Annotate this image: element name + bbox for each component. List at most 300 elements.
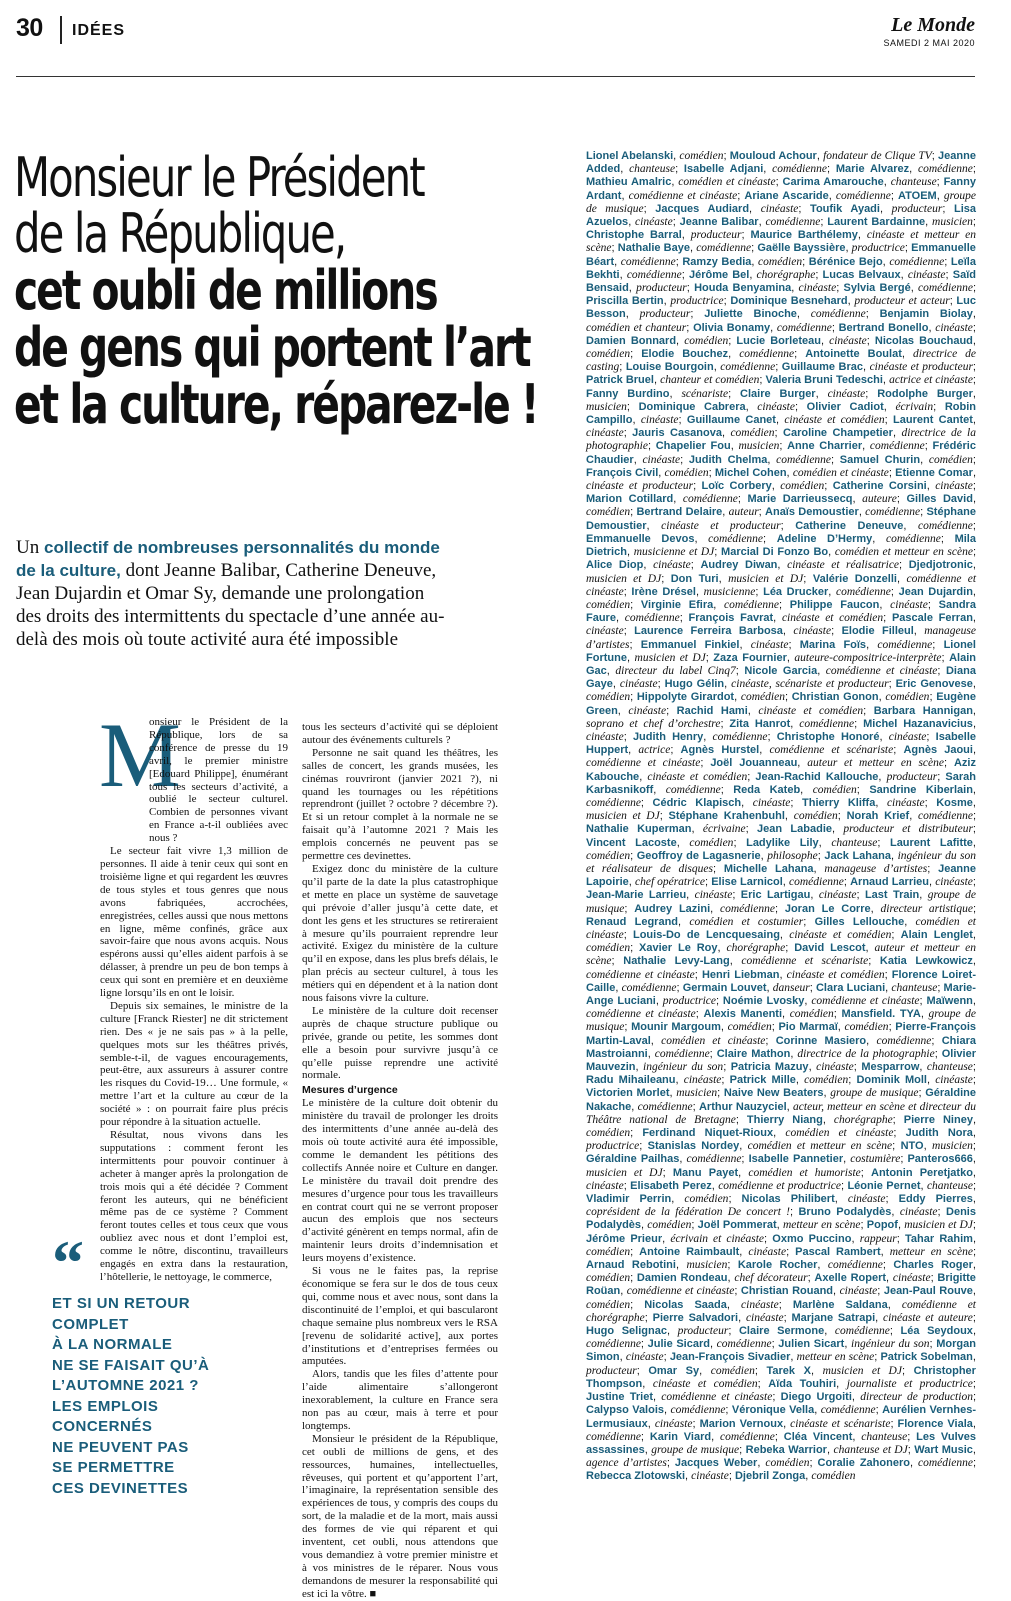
signatory-name: Cédric Klapisch [652, 796, 742, 809]
signatory-role: comédienne [708, 532, 764, 545]
signatory-name: Louise Bourgoin [625, 361, 714, 374]
signatory-role: comédienne et cinéaste [628, 189, 738, 202]
signatory-role: productrice [662, 995, 716, 1007]
signatory-role: acteur, metteur en scène et directeur du Théâtre national de Bretagne [586, 1100, 976, 1126]
signatory-name: Reda Kateb [733, 783, 801, 796]
signatory-role: comédien [812, 783, 857, 796]
signatory-name: Catherine Corsini [832, 480, 927, 493]
signatory-role: agence d’artistes [586, 1457, 667, 1470]
signatory-name: Diego Urgoiti [780, 1391, 852, 1404]
signatory-name: Germain Louvet [682, 981, 767, 994]
signatory-role: comédienne [876, 1034, 932, 1047]
signatory-name: Isabelle Pannetier [748, 1153, 844, 1166]
signatory-role: philosophe [767, 849, 818, 862]
signatory-role: comédien [586, 506, 631, 519]
signatory-name: Morgan Simon [586, 1338, 976, 1364]
signatory-role: comédienne [620, 255, 676, 268]
signatory-role: cinéaste et comédien [781, 612, 884, 625]
headline-line: de la République, [14, 202, 346, 265]
standfirst-highlight: collectif de nombreuses personnalités du monde de la culture, [16, 538, 440, 580]
signatory-name: Djebril Zonga [734, 1470, 806, 1483]
signatory-name: Rebeka Warrior [745, 1443, 827, 1456]
signatory-role: directrice de casting [586, 348, 976, 374]
signatory-name: Clara Luciani [815, 981, 886, 994]
signatory-name: Marina Foïs [799, 638, 867, 651]
signatory-name: Judith Henry [632, 730, 704, 743]
signatory-name: Renaud Legrand [586, 915, 679, 928]
signatory-name: Florence Loiret-Caille [586, 968, 976, 994]
signatory-role: comédienne [918, 282, 973, 295]
signatory-name: Oxmo Puccino [772, 1232, 852, 1245]
signatory-role: comédien [586, 1298, 631, 1311]
signatory-role: cinéaste et comédien [758, 704, 864, 717]
signatory-name: Pierre Salvadori [652, 1311, 739, 1324]
signatory-role: cinéaste [750, 638, 789, 651]
signatory-name: Djedjotronic [908, 559, 973, 572]
signatory-name: Alice Diop [586, 559, 644, 572]
signatory-name: François Favrat [688, 612, 774, 625]
signatory-name: Manu Payet [672, 1166, 739, 1179]
signatory-role: comédien [664, 466, 709, 479]
signatory-name: Alain Gac [586, 651, 977, 677]
signatory-role: ingénieur du son et réalisateur de disques [586, 849, 976, 875]
signatory-role: musicien [932, 1140, 973, 1153]
signatory-name: Arnaud Rebotini [586, 1259, 676, 1272]
signatory-role: comédien et metteur en scène [834, 546, 973, 559]
signatory-role: comédien [689, 836, 734, 849]
signatory-name: Jacques Weber [674, 1457, 758, 1470]
signatory-name: Carima Amarouche [782, 176, 884, 189]
signatory-role: musicien [676, 1087, 718, 1100]
headline [14, 146, 574, 436]
signatory-role: comédien et chanteur [586, 321, 687, 334]
signatory-role: cinéaste, scénariste et producteur [731, 678, 889, 691]
signatory-name: Naive New Beaters [723, 1087, 824, 1100]
signatory-role: chorégraphe [833, 1113, 893, 1126]
signatory-role: comédien [789, 1008, 834, 1021]
signatory-role: cinéaste et auteure [882, 1311, 973, 1324]
signatory-role: cinéaste et comédien [784, 414, 885, 427]
signatory-name: Elisabeth Perez [630, 1179, 712, 1192]
signatory-name: Arnaud Larrieu [850, 876, 930, 889]
signatory-role: comédienne [716, 1338, 772, 1351]
signatory-role: comédienne [739, 348, 795, 361]
signatory-role: comédien [647, 1219, 692, 1232]
signatory-name: Jack Lahana [824, 849, 891, 862]
signatory-name: Jérôme Bel [688, 268, 750, 281]
signatory-name: Rachid Hami [676, 704, 748, 717]
signatory-name: Mathieu Amalric [586, 176, 672, 189]
signatory-name: Nicolas Philibert [741, 1193, 835, 1206]
signatory-name: Stéphane Krahenbuhl [668, 810, 785, 823]
signatory-role: comédienne et cinéaste [626, 1285, 735, 1298]
headline-line: cet oubli de millions [14, 259, 437, 322]
pull-quote-line: CONCERNÉS [52, 1418, 153, 1435]
signatory-name: Aziz Kabouche [586, 757, 976, 783]
signatory-role: soprano et chef d’orchestre [586, 717, 721, 730]
signatory-name: Henri Liebman [701, 968, 780, 981]
signatory-role: cinéaste [635, 216, 673, 229]
signatory-role: comédien [586, 849, 631, 862]
signatory-role: auteur et metteur en scène [586, 942, 976, 968]
signatory-name: Christophe Honoré [776, 730, 880, 743]
signatory-name: Mesparrow [861, 1061, 920, 1074]
signatory-role: auteur et metteur en scène [807, 757, 944, 770]
signatory-role: musicienne et DJ [633, 546, 715, 559]
signatory-name: Tahar Rahim [905, 1232, 973, 1245]
signatory-role: comédien [684, 334, 729, 347]
signatory-name: Noémie Lvosky [722, 995, 805, 1007]
headline-line: et la culture, réparez-le ! [14, 373, 538, 436]
quote-mark-icon: “ [52, 1227, 84, 1298]
signatory-role: auteure [862, 493, 897, 506]
signatory-name: François Civil [586, 466, 659, 479]
signatory-role: producteur et distributeur [843, 823, 973, 836]
signatory-role: cinéaste [890, 598, 928, 611]
signatory-name: Mounir Margoum [631, 1021, 721, 1034]
signatory-name: Marion Cotillard [586, 493, 674, 506]
signatory-name: Lucie Borleteau [736, 334, 821, 347]
signatory-role: cinéaste [586, 625, 624, 638]
article-paragraph: tous les secteurs d’activité qui se déploient autour des événements culturels ? [302, 721, 498, 746]
signatory-name: Last Train [864, 889, 920, 902]
signatory-name: Nathalie Kuperman [586, 823, 692, 836]
signatory-name: Pio Marmaï [778, 1021, 838, 1034]
signatory-role: cinéaste [907, 268, 946, 281]
signatory-role: comédien [928, 453, 973, 466]
signatory-role: comédienne et chorégraphe [586, 1298, 976, 1324]
signatory-role: directeur de production [860, 1391, 973, 1404]
signatory-role: comédienne [670, 1404, 726, 1417]
signatory-name: Eric Lartigau [740, 889, 811, 902]
signatory-name: Caroline Champetier [783, 427, 893, 440]
signatory-role: cinéaste [839, 1285, 878, 1298]
signatory-role: comédien [727, 1021, 772, 1034]
signatory-name: Valeria Bruni Tedeschi [765, 374, 883, 387]
signatory-role: producteur [891, 202, 943, 215]
signatory-role: cinéaste [935, 876, 973, 889]
signatory-role: comédien [793, 810, 838, 823]
signatory-name: Valérie Donzelli [812, 572, 897, 585]
signatory-role: comédienne [917, 163, 973, 176]
signatory-role: comédienne et cinéaste [586, 968, 695, 981]
signatory-role: comédienne [586, 796, 641, 809]
signatory-role: cinéaste [586, 730, 624, 743]
signatory-name: Emmanuel Finkiel [640, 638, 740, 651]
signatory-role: comédien [586, 1272, 631, 1285]
headline-line: de gens qui portent l’art [14, 316, 530, 379]
signatory-role: comédienne [889, 255, 945, 268]
signatory-role: auteur [728, 506, 759, 519]
signatory-name: Zita Hanrot [729, 717, 791, 730]
signatory-role: cinéaste [892, 1272, 931, 1285]
signatory-role: cinéaste [642, 453, 681, 466]
signatory-role: musicien [686, 1259, 728, 1272]
signatory-name: Jacques Audiard [655, 202, 750, 215]
signatory-name: Elodie Bouchez [641, 348, 729, 361]
signatory-role: chanteuse et DJ [833, 1443, 908, 1456]
signatory-name: Laurence Ferreira Barbosa [634, 625, 783, 638]
signatory-role: comédienne [724, 598, 779, 611]
signatory-name: Eric Genovese [895, 678, 973, 691]
signatory-role: auteure-compositrice-interprète [794, 651, 942, 664]
article-paragraph: Si vous ne le faites pas, la reprise économique se fera sur le dos de tous ceux qui, comme nous et avec nous, sont dans la discontinuité de l’emploi, et qui bascularont chaque semaine plus nombreux vers le RSA [revenu de solidarité active], aux portes d’institutions et d’entreprises fermées ou amputées. [302, 1265, 498, 1368]
signatory-name: Bruno Podalydès [798, 1206, 892, 1219]
signatory-name: Guillaume Canet [686, 414, 776, 427]
signatory-role: comédienne et cinéaste [825, 664, 938, 677]
signatory-role: productrice [670, 295, 724, 308]
signatory-name: Isabelle Adjani [683, 163, 764, 176]
signatory-name: Joël Jouanneau [710, 757, 798, 770]
article-paragraph: Depuis six semaines, le ministre de la culture [Franck Riester] ne dit strictement rien. Des « je ne sais pas » à la pelle, quelques mots sur les théâtres privés, semble-t-il, de vagues encouragements, peut-être, aux assureurs à assurer contre les risques du Covid-19… Une formule, « mettre l’art et la culture au cœur de la société » : on pourrait faire plus précis pour répondre à la situation actuelle. [100, 999, 288, 1129]
page-header [16, 14, 975, 54]
signatory-name: Jauris Casanova [632, 427, 722, 440]
masthead-logo: Le Monde [891, 14, 975, 36]
signatory-name: Christophe Barral [586, 229, 682, 242]
signatory-role: directeur artistique [880, 902, 973, 915]
signatory-role: groupe de musique [586, 889, 976, 915]
signatory-role: chanteuse [831, 836, 878, 849]
signatory-name: Léa Drucker [763, 585, 829, 598]
signatory-name: Lionel Fortune [586, 638, 976, 664]
drop-cap: M [99, 704, 181, 806]
signatory-name: Alexis Manenti [703, 1008, 783, 1021]
signatory-name: Patrick Sobelman [880, 1351, 973, 1364]
pull-quote-line: NE PEUVENT PAS [52, 1438, 189, 1456]
signatory-role: musicien et DJ [586, 1166, 663, 1179]
signatory-role: actrice et cinéaste [889, 374, 973, 387]
signatory-name: Philippe Faucon [789, 598, 880, 611]
signatory-name: Fanny Ardant [586, 176, 976, 202]
signatory-name: Fanny Burdino [586, 387, 670, 400]
signatory-role: cinéaste [586, 1179, 624, 1192]
signatory-role: comédienne [720, 361, 776, 374]
signatory-role: comédienne [712, 730, 768, 743]
signatory-name: Brigitte Roüan [586, 1272, 976, 1298]
signatory-role: chanteur et comédien [660, 374, 760, 387]
signatory-name: Dominik Moll [856, 1074, 927, 1087]
signatory-name: Virginie Efira [640, 598, 714, 611]
signatory-role: comédienne [810, 308, 866, 321]
signatory-name: Agnès Jaoui [903, 744, 973, 757]
signatory-name: Jean Labadie [757, 823, 832, 836]
signatory-role: écrivain [895, 400, 934, 413]
signatory-name: Leïla Bekhti [586, 255, 976, 281]
signatory-name: Vladimir Perrin [586, 1193, 672, 1206]
signatory-name: Hugo Gélin [664, 678, 725, 691]
signatory-role: cinéaste et scénariste [790, 1417, 891, 1430]
signatory-name: Jeanne Added [586, 150, 976, 176]
signatory-role: cinéaste [628, 704, 667, 717]
signatory-role: producteur [690, 229, 742, 242]
signatory-name: Victorien Morlet [586, 1087, 670, 1100]
signatory-name: Michel Cohen [714, 466, 787, 479]
signatory-role: comédienne [654, 1047, 710, 1060]
signatory-name: Pascale Ferran [891, 612, 973, 625]
signatory-name: Diana Gaye [586, 664, 976, 691]
signatory-role: journaliste et productrice [846, 1377, 973, 1390]
signatory-role: comédienne [835, 585, 891, 598]
signatory-role: groupe de musique [586, 1008, 976, 1034]
signatory-role: musicien et DJ [634, 651, 706, 664]
signatory-role: productrice [586, 1140, 640, 1153]
page-number: 30 [16, 14, 43, 42]
article-paragraph: Résultat, nous vivons dans les supputations : comment feront les intermittents pour pouvoir continuer à acheter à manger après la prolongation de trois mois qui a été décidée ? Comment feront les auteurs, qui ne bénéficient même pas de ce système ? Comment feront toutes celles et tous ceux que vous oubliez avec nous et dont l’emploi est, comme le nôtre, discontinu, travailleurs engagés en extra dans la restauration, l’hôtellerie, le nettoyage, le commerce, [100, 1129, 288, 1283]
signatory-role: musicien [932, 216, 973, 229]
signatory-role: chanteuse [629, 163, 676, 176]
signatory-name: Marie Darrieussecq [747, 493, 853, 506]
signatory-role: cinéaste et comédien [647, 770, 748, 783]
signatory-name: Patrick Mille [729, 1074, 796, 1087]
article-paragraph: onsieur le Président de la République, lors de sa conférence de presse du 19 avril, le premier ministre [Edouard Philippe], énumérant tous les secteurs d’activité, a oublié le secteur culturel. Combien de personnes vivant en France a-t-il oubliées avec nous ? [149, 716, 288, 845]
signatory-name: Léa Seydoux [900, 1325, 973, 1338]
signatory-name: Zaza Fournier [713, 651, 787, 664]
signatory-name: Mouloud Achour [729, 150, 817, 162]
signatory-name: Hippolyte Girardot [636, 691, 735, 704]
signatory-role: chanteuse [926, 1179, 973, 1192]
pull-quote-line: L’AUTOMNE 2021 ? [52, 1377, 199, 1394]
signatory-role: comédien [586, 348, 631, 361]
signatory-name: Jeanne Balibar [679, 216, 759, 229]
signatory-role: cinéaste [886, 796, 925, 809]
signatory-role: metteur en scène [889, 1245, 973, 1258]
article-paragraph: Le secteur fait vivre 1,3 million de personnes. Il aide à tenir ceux qui sont en troisième ligne et qui regardent les œuvres de tous styles et tous genres que nous avons fabriquées, accrochées, enregistrées, celles aussi que nous mettons en ligne, même confinés, grâce aux savoir-faire que nous avons acquis. Nous espérons aussi qu’elles aident parfois à se délasser, à prendre un peu de bon temps à ceux qui sont en première et en deuxième ligne lorsqu’ils en ont le loisir. [100, 845, 288, 1000]
signatory-role: cinéaste et metteur en scène [586, 229, 976, 255]
headline-line: Monsieur le Président [14, 146, 424, 209]
signatory-name: Xavier Le Roy [639, 942, 718, 955]
signatory-name: Don Turi [670, 572, 719, 585]
signatory-role: chanteuse [891, 981, 938, 994]
pull-quote-line: COMPLET [52, 1315, 129, 1333]
section-label: IDÉES [72, 22, 126, 39]
signatory-name: Christian Gonon [791, 691, 879, 704]
signatory-name: Marcial Di Fonzo Bo [721, 546, 829, 559]
signatory-name: Emmanuelle Béart [586, 242, 976, 268]
signatory-role: comédien [586, 1127, 631, 1140]
signatory-name: Antoine Raimbault [639, 1245, 740, 1258]
signatory-name: Dominique Cabrera [638, 400, 746, 413]
signatory-name: Ladylike Lily [746, 836, 819, 849]
signatory-role: cinéaste [757, 400, 795, 413]
signatory-role: comédienne [719, 1430, 775, 1443]
signatory-role: musicienne [703, 585, 756, 598]
signatory-name: Axelle Ropert [814, 1272, 887, 1285]
signatory-role: comédien et cinéaste [586, 915, 976, 941]
signatory-role: comédienne [827, 1259, 883, 1272]
signatory-name: Pascal Rambert [795, 1245, 881, 1258]
article-paragraph: Personne ne sait quand les théâtres, les salles de concert, les grands musées, les cinémas rouvriront (janvier 2021 ?), ni quand les tournages ou les répétitions reprendront (juillet ? octobre ? décembre ?). Et si un retour complet à la normale ne se faisait qu’à l’automne 2021 ? Mais les emplois concernés ne peuvent pas se permettre ces devinettes. [302, 746, 498, 863]
signatory-name: Justine Triet [586, 1391, 653, 1404]
signatory-role: comédienne [869, 440, 925, 453]
pull-quote-line: NE SE FAISAIT QU’À [52, 1356, 210, 1374]
signatory-name: Anne Charrier [787, 440, 863, 453]
signatory-name: Guillaume Brac [781, 361, 863, 374]
signatory-role: cinéaste et réalisatrice [787, 559, 900, 572]
signatory-role: cinéaste [818, 889, 857, 902]
signatory-role: manageuse d’artistes [586, 625, 976, 651]
signatory-name: Ramzy Bedia [682, 255, 752, 268]
pull-quote [52, 1227, 252, 1499]
signatory-role: comédienne [626, 268, 682, 281]
signatory-name: Radu Mihaileanu [586, 1074, 676, 1087]
signatory-role: musicien et DJ [586, 810, 660, 823]
signatory-role: comédienne [865, 506, 921, 519]
signatory-role: cinéaste [654, 1417, 693, 1430]
signatory-name: Christopher Thompson [586, 1364, 976, 1390]
signatory-name: Karole Rocher [737, 1259, 818, 1272]
signatories-list: Lionel Abelanski, comédien; Mouloud Achour, fondateur de Clique TV; Jeanne Added, chanteuse; Isabelle Adjani, comédienne; Marie Alvarez, comédienne; Mathieu Amalric, comédien et cinéaste; Carima Amarouche, chanteuse; Fanny Ardant, comédienne et cinéaste; Ariane Ascaride, comédienne; ATOEM, groupe de musique; Jacques Audiard, cinéaste; Toufik Ayadi, producteur; Lisa Azuelos, cinéaste; Jeanne Balibar, comédienne; Laurent Bardainne, musicien; Christophe Barral, producteur; Maurice Barthélemy, cinéaste et metteur en scène; Nathalie Baye, comédienne; Gaëlle Bayssière, productrice; Emmanuelle Béart, comédienne; Ramzy Bedia, comédien; Bérénice Bejo, comédienne; Leïla Bekhti, comédienne; Jérôme Bel, chorégraphe; Lucas Belvaux, cinéaste; Saïd Bensaid, producteur; Houda Benyamina, cinéaste; Sylvia Bergé, comédienne; Priscilla Bertin, productrice; Dominique Besnehard, producteur et acteur; Luc Besson, producteur; Juliette Binoche, comédienne; Benjamin Biolay, comédien et chanteur; Olivia Bonamy, comédienne; Bertrand Bonello, cinéaste; Damien Bonnard, comédien; Lucie Borleteau, cinéaste; Nicolas Bouchaud, comédien; Elodie Bouchez, comédienne; Antoinette Boulat, directrice de casting; Louise Bourgoin, comédienne; Guillaume Brac, cinéaste et producteur; Patrick Bruel, chanteur et comédien; Valeria Bruni Tedeschi, actrice et cinéaste; Fanny Burdino, scénariste; Claire Burger, cinéaste; Rodolphe Burger, musicien; Dominique Cabrera, cinéaste; Olivier Cadiot, écrivain; Robin Campillo, cinéaste; Guillaume Canet, cinéaste et comédien; Laurent Cantet, cinéaste; Jauris Casanova, comédien; Caroline Champetier, directrice de la photographie; Chapelier Fou, musicien; Anne Charrier, comédienne; Frédéric Chaudier, cinéaste; Judith Chelma, comédienne; Samuel Churin, comédien; François Civil, comédien; Michel Cohen, comédien et cinéaste; Etienne Comar, cinéaste et producteur; Loïc Corbery, comédien; Catherine Corsini, cinéaste; Marion Cotillard, comédienne; Marie Darrieussecq, auteure; Gilles David, comédien; Bertrand Delaire, auteur; Anaïs Demoustier, comédienne; Stéphane Demoustier, cinéaste et producteur; Catherine Deneuve, comédienne; Emmanuelle Devos, comédienne; Adeline D’Hermy, comédienne; Mila Dietrich, musicienne et DJ; Marcial Di Fonzo Bo, comédien et metteur en scène; Alice Diop, cinéaste; Audrey Diwan, cinéaste et réalisatrice; Djedjotronic, musicien et DJ; Don Turi, musicien et DJ; Valérie Donzelli, comédienne et cinéaste; Irène Drésel, musicienne; Léa Drucker, comédienne; Jean Dujardin, comédien; Virginie Efira, comédienne; Philippe Faucon, cinéaste; Sandra Faure, comédienne; François Favrat, cinéaste et comédien; Pascale Ferran, cinéaste; Laurence Ferreira Barbosa, cinéaste; Elodie Filleul, manageuse d’artistes; Emmanuel Finkiel, cinéaste; Marina Foïs, comédienne; Lionel Fortune, musicien et DJ; Zaza Fournier, auteure-compositrice-interprète; Alain Gac, directeur du label Cinq7; Nicole Garcia, comédienne et cinéaste; Diana Gaye, cinéaste; Hugo Gélin, cinéaste, scénariste et producteur; Eric Genovese, comédien; Hippolyte Girardot, comédien; Christian Gonon, comédien; Eugène Green, cinéaste; Rachid Hami, cinéaste et comédien; Barbara Hannigan, soprano et chef d’orchestre; Zita Hanrot, comédienne; Michel Hazanavicius, cinéaste; Judith Henry, comédienne; Christophe Honoré, cinéaste; Isabelle Huppert, actrice; Agnès Hurstel, comédienne et scénariste; Agnès Jaoui, comédienne et cinéaste; Joël Jouanneau, auteur et metteur en scène; Aziz Kabouche, cinéaste et comédien; Jean-Rachid Kallouche, producteur; Sarah Karbasnikoff, comédienne; Reda Kateb, comédien; Sandrine Kiberlain, comédienne; Cédric Klapisch, cinéaste; Thierry Kliffa, cinéaste; Kosme, musicien et DJ; Stéphane Krahenbuhl, comédien; Norah Krief, comédienne; Nathalie Kuperman, écrivaine; Jean Labadie, producteur et distributeur; Vincent Lacoste, comédien; Ladylike Lily, chanteuse; Laurent Lafitte, comédien; Geoffroy de Lagasnerie, philosophe; Jack Lahana, ingénieur du son et réalisateur de disques; Michelle Lahana, manageuse d’artistes; Jeanne Lapoirie, chef opératrice; Elise Larnicol, comédienne; Arnaud Larrieu, cinéaste; Jean-Marie Larrieu, cinéaste; Eric Lartigau, cinéaste; Last Train, groupe de musique; Audrey Lazini, comédienne; Joran Le Corre, directeur artistique; Renaud Legrand, comédien et costumier; Gilles Lellouche, comédien et cinéaste; Louis-Do de Lencquesaing, cinéaste et comédien; Alain Lenglet, comédien; Xavier Le Roy, chorégraphe; David Lescot, auteur et metteur en scène; Nathalie Levy-Lang, comédienne et scénariste; Katia Lewkowicz, comédienne et cinéaste; Henri Liebman, cinéaste et comédien; Florence Loiret-Caille, comédienne; Germain Louvet, danseur; Clara Luciani, chanteuse; Marie-Ange Luciani, productrice; Noémie Lvosky, comédienne et cinéaste; Maïwenn, comédienne et cinéaste; Alexis Manenti, comédien; Mansfield. TYA, groupe de musique; Mounir Margoum, comédien; Pio Marmaï, comédien; Pierre-François Martin-Laval, comédien et cinéaste; Corinne Masiero, comédienne; Chiara Mastroianni, comédienne; Claire Mathon, directrice de la photographie; Olivier Mauvezin, ingénieur du son; Patricia Mazuy, cinéaste; Mesparrow, chanteuse; Radu Mihaileanu, cinéaste; Patrick Mille, comédien; Dominik Moll, cinéaste; Victorien Morlet, musicien; Naive New Beaters, groupe de musique; Géraldine Nakache, comédienne; Arthur Nauzyciel, acteur, metteur en scène et directeur du Théâtre national de Bretagne; Thierry Niang, chorégraphe; Pierre Niney, comédien; Ferdinand Niquet-Rioux, comédien et cinéaste; Judith Nora, productrice; Stanislas Nordey, comédien et metteur en scène; NTO, musicien; Géraldine Pailhas, comédienne; Isabelle Pannetier, costumière; Panteros666, musicien et DJ; Manu Payet, comédien et humoriste; Antonin Peretjatko, cinéaste; Elisabeth Perez, comédienne et productrice; Léonie Pernet, chanteuse; Vladimir Perrin, comédien; Nicolas Philibert, cinéaste; Eddy Pierres, coprésident de la fédération De concert !; Bruno Podalydès, cinéaste; Denis Podalydès, comédien; Joël Pommerat, metteur en scène; Popof, musicien et DJ; Jérôme Prieur, écrivain et cinéaste; Oxmo Puccino, rappeur; Tahar Rahim, comédien; Antoine Raimbault, cinéaste; Pascal Rambert, metteur en scène; Arnaud Rebotini, musicien; Karole Rocher, comédienne; Charles Roger, comédien; Damien Rondeau, chef décorateur; Axelle Ropert, cinéaste; Brigitte Roüan, comédienne et cinéaste; Christian Rouand, cinéaste; Jean-Paul Rouve, comédien; Nicolas Saada, cinéaste; Marlène Saldana, comédienne et chorégraphe; Pierre Salvadori, cinéaste; Marjane Satrapi, cinéaste et auteure; Hugo Selignac, producteur; Claire Sermone, comédienne; Léa Seydoux, comédienne; Julie Sicard, comédienne; Julien Sicart, ingénieur du son; Morgan Simon, cinéaste; Jean-François Sivadier, metteur en scène; Patrick Sobelman, producteur; Omar Sy, comédien; Tarek X, musicien et DJ; Christopher Thompson, cinéaste et comédien; Aïda Touhiri, journaliste et productrice; Justine Triet, comédienne et cinéaste; Diego Urgoiti, directeur de production; Calypso Valois, comédienne; Véronique Vella, comédienne; Aurélien Vernhes-Lermusiaux, cinéaste; Marion Vernoux, cinéaste et scénariste; Florence Viala, comédienne; Karin Viard, comédienne; Cléa Vincent, chanteuse; Les Vulves assassines, groupe de musique; Rebeka Warrior, chanteuse et DJ; Wart Music, agence d’artistes; Jacques Weber, comédien; Coralie Zahonero, comédienne; Rebecca Zlotowski, cinéaste; Djebril Zonga, comédien [586, 150, 977, 1483]
signatory-role: comédien et metteur en scène [747, 1140, 893, 1153]
signatory-name: Thierry Niang [746, 1113, 823, 1126]
signatory-name: Lisa Azuelos [586, 202, 976, 229]
signatory-role: comédien [804, 1074, 849, 1087]
signatory-role: comédien et costumier [689, 915, 804, 928]
signatory-name: Chapelier Fou [655, 440, 731, 453]
signatory-role: manageuse d’artistes [824, 862, 928, 875]
signatory-name: Christian Rouand [740, 1285, 834, 1298]
signatory-name: Toufik Ayadi [810, 202, 880, 215]
signatory-role: cinéaste et producteur [661, 519, 781, 532]
signatory-name: Frédéric Chaudier [586, 440, 976, 466]
signatory-name: Sarah Karbasnikoff [586, 770, 976, 796]
signatory-role: comédien [710, 1364, 755, 1377]
signatory-role: cinéaste [888, 730, 927, 743]
signatory-role: cinéaste [935, 321, 973, 334]
signatory-name: Judith Nora [905, 1127, 973, 1140]
signatory-name: Nicolas Bouchaud [874, 334, 973, 347]
signatory-name: Antoinette Boulat [805, 348, 902, 361]
signatory-name: Maurice Barthélemy [750, 229, 858, 242]
signatory-role: écrivaine [702, 823, 746, 836]
signatory-name: Jean-Paul Rouve [883, 1285, 973, 1298]
signatory-name: Louis-Do de Lencquesaing [632, 928, 780, 941]
signatory-role: cinéaste [640, 414, 679, 427]
signatory-role: comédien [765, 1457, 810, 1470]
signatory-role: comédien [586, 1245, 631, 1258]
signatory-role: comédienne [834, 1325, 890, 1338]
signatory-role: comédien [758, 255, 803, 268]
signatory-role: cinéaste [798, 282, 837, 295]
signatory-name: Gaëlle Bayssière [757, 242, 846, 255]
signatory-role: comédien et cinéaste [785, 1127, 894, 1140]
signatory-name: Géraldine Nakache [586, 1087, 976, 1113]
header-rule [16, 76, 975, 77]
signatory-role: comédienne et cinéaste [661, 1391, 773, 1404]
signatory-role: comédienne et scénariste [769, 744, 894, 757]
signatory-role: cinéaste et comédien [786, 968, 885, 981]
signatory-name: Coralie Zahonero [817, 1457, 910, 1470]
signatory-role: comédienne [586, 1430, 641, 1443]
signatory-role: comédienne [788, 876, 844, 889]
signatory-name: Isabelle Huppert [586, 730, 977, 757]
signatory-role: cinéaste [741, 1298, 779, 1311]
signatory-name: Audrey Lazini [634, 902, 711, 915]
signatory-role: comédien [730, 427, 775, 440]
signatory-role: fondateur de Clique TV [823, 150, 932, 162]
signatory-name: Adeline D’Hermy [776, 532, 873, 545]
signatory-name: Léonie Pernet [847, 1179, 921, 1192]
signatory-name: Sylvia Bergé [843, 282, 911, 295]
signatory-role: cinéaste et comédien [789, 928, 892, 941]
signatory-name: Michel Hazanavicius [863, 717, 973, 730]
signatory-role: chef opératrice [634, 876, 705, 889]
standfirst [16, 536, 446, 651]
signatory-name: Kosme [936, 796, 973, 809]
signatory-name: Olivier Mauvezin [586, 1047, 976, 1074]
signatory-role: cinéaste [586, 427, 624, 440]
signatory-role: comédien [684, 1193, 729, 1206]
signatory-name: Rodolphe Burger [877, 387, 973, 400]
